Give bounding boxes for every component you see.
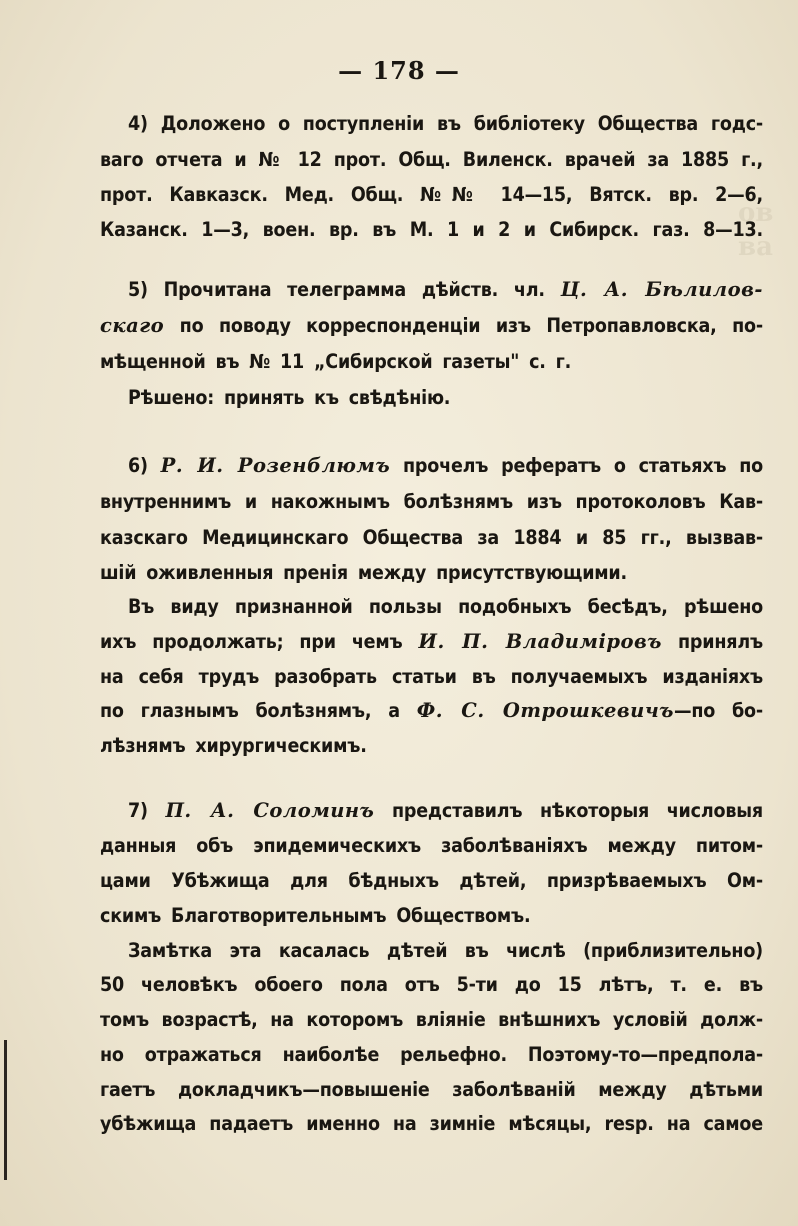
bleed-through-mark: ва — [738, 232, 773, 262]
text-line: Замѣтка эта касалась дѣтей въ числѣ (приблизительно) — [128, 939, 763, 962]
text-line — [128, 272, 763, 308]
text-line — [100, 308, 763, 344]
text-fragment: принялъ — [661, 630, 763, 653]
text-line — [100, 624, 763, 660]
text-fragment: —по бо- — [673, 699, 763, 722]
text-line: лѣзнямъ хирургическимъ. — [100, 734, 367, 757]
text-fragment: по глазнымъ болѣзнямъ, а — [100, 699, 417, 722]
text-fragment: ихъ продолжать; при чемъ — [100, 630, 419, 653]
text-line: на себя трудъ разобрать статьи въ получаемыхъ изданіяхъ — [100, 665, 763, 688]
text-line: казскаго Медицинскаго Общества за 1884 и 85 гг., вызвав- — [100, 526, 763, 549]
person-name: скаго — [100, 314, 165, 337]
text-line: 50 человѣкъ обоего пола отъ 5-ти до 15 лѣтъ, т. е. въ — [100, 973, 763, 996]
text-fragment: прочелъ рефератъ о статьяхъ по — [390, 454, 763, 477]
text-fragment: 5) Прочитана телеграмма дѣйств. чл. — [128, 278, 561, 301]
person-name: Ф. С. Отрошкевичъ — [416, 699, 674, 722]
page-number: — 178 — — [338, 56, 460, 85]
text-line: данныя объ эпидемическихъ заболѣваніяхъ между питом- — [100, 834, 763, 857]
text-line — [128, 793, 763, 829]
person-name: И. П. Владиміровъ — [418, 630, 662, 653]
scan-edge-line — [4, 1040, 7, 1180]
text-fragment: 7) — [128, 799, 166, 822]
bleed-through-mark: ов — [738, 198, 774, 228]
text-line: убѣжища падаетъ именно на зимніе мѣсяцы, resp. на самое — [100, 1112, 763, 1135]
text-line: прот. Кавказск. Мед. Общ. №№ 14—15, Вятск. вр. 2—6, — [100, 183, 763, 206]
text-line: 4) Доложено о поступленіи въ библіотеку Общества годс- — [128, 112, 763, 135]
text-line: но отражаться наиболѣе рельефно. Поэтому-то—предпола- — [100, 1043, 763, 1066]
text-line: томъ возрастѣ, на которомъ вліяніе внѣшнихъ условій долж- — [100, 1008, 763, 1031]
text-line: скимъ Благотворительнымъ Обществомъ. — [100, 904, 531, 927]
text-fragment: по поводу корреспонденціи изъ Петропавловска, по- — [164, 314, 763, 337]
person-name: Ц. А. Бѣлилов- — [560, 278, 763, 301]
person-name: Р. И. Розенблюмъ — [160, 454, 391, 477]
text-line: Казанск. 1—3, воен. вр. въ М. 1 и 2 и Сибирск. газ. 8—13. — [100, 218, 763, 241]
text-line: ваго отчета и № 12 прот. Общ. Виленск. врачей за 1885 г., — [100, 148, 763, 171]
text-line: мѣщенной въ № 11 „Сибирской газеты" с. г. — [100, 350, 572, 373]
text-line: внутреннимъ и накожнымъ болѣзнямъ изъ протоколовъ Кав- — [100, 490, 763, 513]
text-line: гаетъ докладчикъ—повышеніе заболѣваній между дѣтьми — [100, 1078, 763, 1101]
text-line: цами Убѣжища для бѣдныхъ дѣтей, призрѣваемыхъ Ом- — [100, 869, 763, 892]
text-line: Въ виду признанной пользы подобныхъ бесѣдъ, рѣшено — [128, 595, 763, 618]
text-line: шій оживленныя пренія между присутствующими. — [100, 561, 627, 584]
text-line: Рѣшено: принять къ свѣдѣнію. — [128, 386, 451, 409]
person-name: П. А. Соломинъ — [165, 799, 375, 822]
text-line — [100, 693, 763, 729]
text-line — [128, 448, 763, 484]
text-fragment: 6) — [128, 454, 161, 477]
text-fragment: представилъ нѣкоторыя числовыя — [374, 799, 763, 822]
